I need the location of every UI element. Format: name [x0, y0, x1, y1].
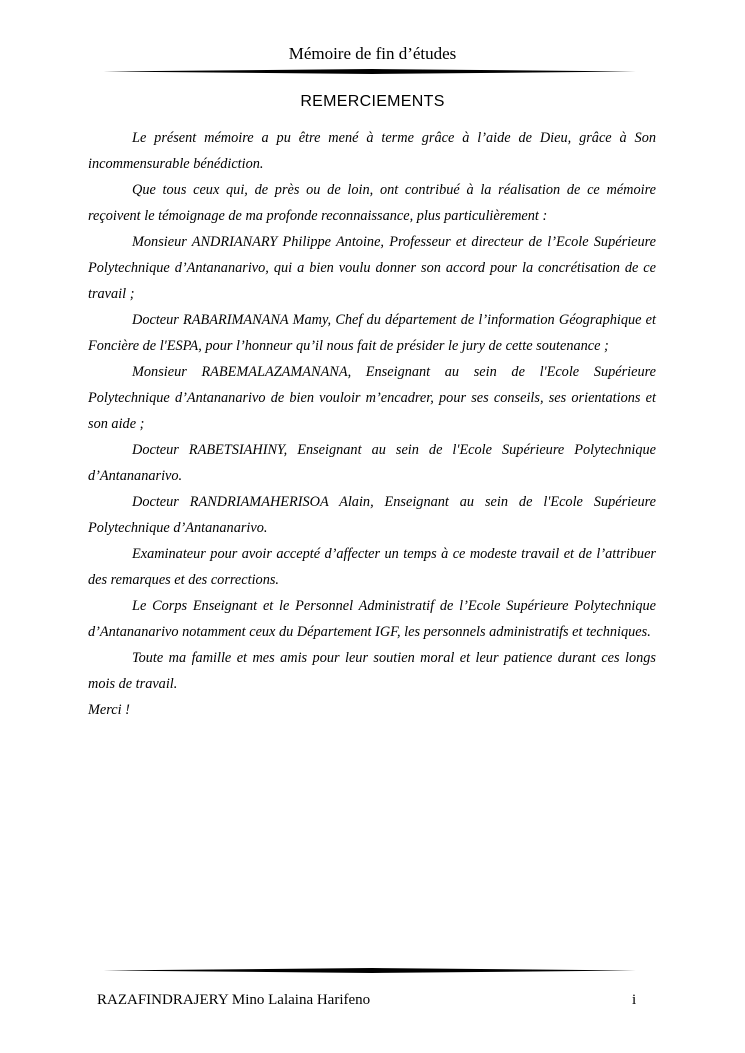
- paragraph: Examinateur pour avoir accepté d’affecter un temps à ce modeste travail et de l’attribuer des remarques et des corrections.: [88, 546, 656, 588]
- paragraph: Monsieur ANDRIANARY Philippe Antoine, Professeur et directeur de l’Ecole Supérieure Polytechnique d’Antananarivo, qui a bien voulu donner son accord pour la concrétisation de ce travail ;: [88, 234, 656, 302]
- paragraph: Docteur RABETSIAHINY, Enseignant au sein de l'Ecole Supérieure Polytechnique d’Antananarivo.: [88, 442, 656, 484]
- paragraph: Docteur RANDRIAMAHERISOA Alain, Enseignant au sein de l'Ecole Supérieure Polytechnique d’Antananarivo.: [88, 494, 656, 536]
- page-header-title: Mémoire de fin d’études: [288, 44, 457, 63]
- paragraph: Le Corps Enseignant et le Personnel Administratif de l’Ecole Supérieure Polytechnique d’Antananarivo notamment ceux du Département IGF, les personnels administratifs et techniques.: [88, 598, 656, 640]
- page-number: i: [632, 992, 637, 1008]
- header-divider: [103, 69, 641, 74]
- header-divider-line: [103, 69, 641, 74]
- acknowledgements-body: [88, 125, 656, 723]
- footer-divider: [103, 968, 641, 973]
- paragraph: Docteur RABARIMANANA Mamy, Chef du département de l’information Géographique et Foncière de l'ESPA, pour l’honneur qu’il nous fait de présider le jury de cette soutenance ;: [88, 312, 656, 354]
- closing-line: Merci !: [88, 702, 130, 718]
- paragraph: Le présent mémoire a pu être mené à terme grâce à l’aide de Dieu, grâce à Son incommensurable bénédiction.: [88, 130, 656, 172]
- footer-divider-line: [103, 968, 641, 973]
- paragraph: Toute ma famille et mes amis pour leur soutien moral et leur patience durant ces longs mois de travail.: [88, 650, 656, 692]
- paragraph: Monsieur RABEMALAZAMANANA, Enseignant au sein de l'Ecole Supérieure Polytechnique d’Antananarivo de bien vouloir m’encadrer, pour ses conseils, ses orientations et son aide ;: [88, 364, 656, 432]
- footer-author: RAZAFINDRAJERY Mino Lalaina Harifeno: [97, 992, 371, 1008]
- paragraph: Que tous ceux qui, de près ou de loin, ont contribué à la réalisation de ce mémoire reçoivent le témoignage de ma profonde reconnaissance, plus particulièrement :: [88, 182, 656, 224]
- section-heading: REMERCIEMENTS: [300, 93, 445, 110]
